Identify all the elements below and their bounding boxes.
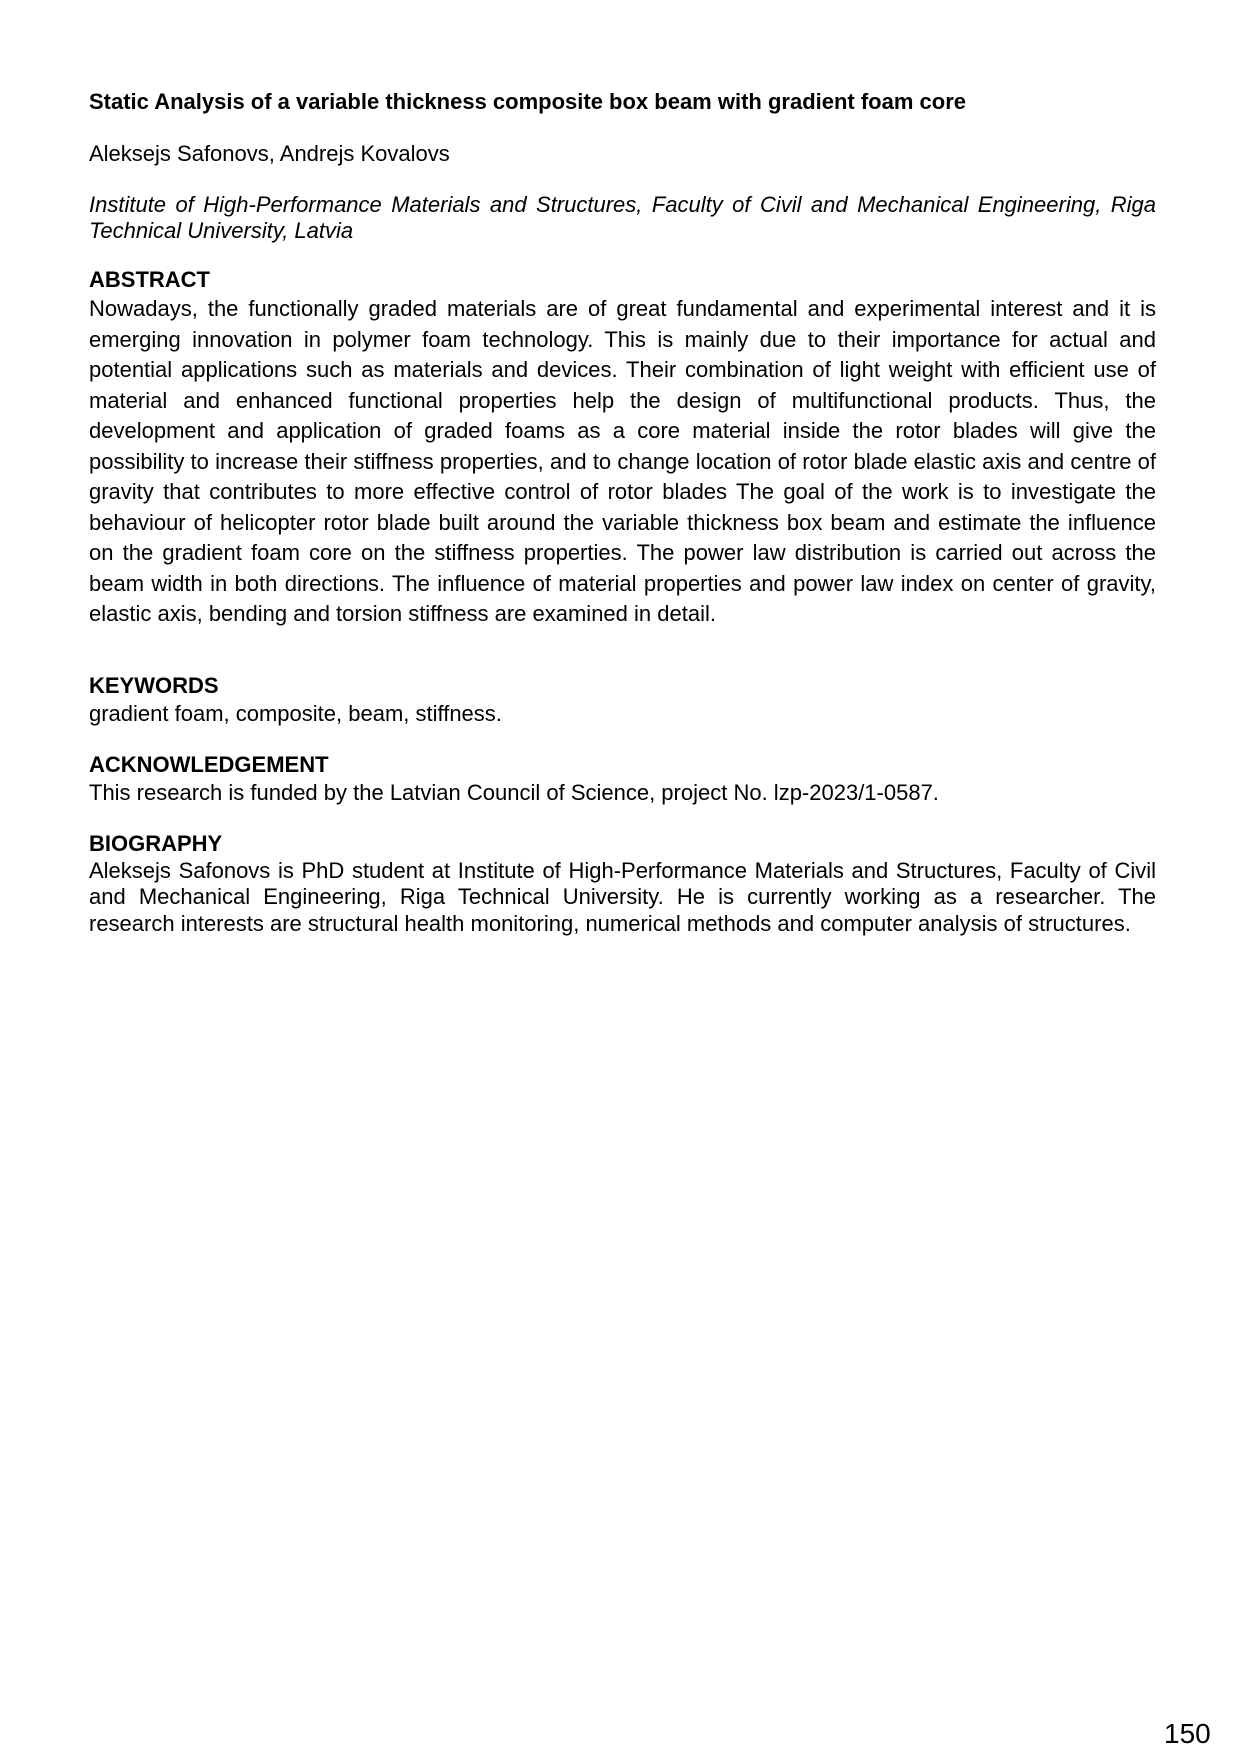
paper-page <box>89 88 1156 937</box>
abstract-section <box>89 266 1156 630</box>
page-number: 150 <box>1164 1718 1211 1749</box>
biography-text: Aleksejs Safonovs is PhD student at Institute of High-Performance Materials and Structures, Faculty of Civil and Mechanical Engineering, Riga Technical University. He is currently working as a researcher. The research interests are structural health monitoring, numerical methods and computer analysis of structures. <box>89 857 1156 936</box>
acknowledgement-section <box>89 751 1156 806</box>
biography-section <box>89 830 1156 938</box>
keywords-section <box>89 672 1156 727</box>
keywords-heading: KEYWORDS <box>89 672 219 698</box>
paper-authors: Aleksejs Safonovs, Andrejs Kovalovs <box>89 141 450 166</box>
abstract-text: Nowadays, the functionally graded materials are of great fundamental and experimental interest and it is emerging innovation in polymer foam technology. This is mainly due to their importance for actual and potential applications such as materials and devices. Their combination of light weight with efficient use of material and enhanced functional properties help the design of multifunctional products. Thus, the development and application of graded foams as a core material inside the rotor blades will give the possibility to increase their stiffness properties, and to change location of rotor blade elastic axis and centre of gravity that contributes to more effective control of rotor blades The goal of the work is to investigate the behaviour of helicopter rotor blade built around the variable thickness box beam and estimate the influence on the gradient foam core on the stiffness properties. The power law distribution is carried out across the beam width in both directions. The influence of material properties and power law index on center of gravity, elastic axis, bending and torsion stiffness are examined in detail. <box>89 296 1156 626</box>
keywords-text: gradient foam, composite, beam, stiffness. <box>89 700 502 726</box>
abstract-heading: ABSTRACT <box>89 267 210 292</box>
acknowledgement-text: This research is funded by the Latvian Council of Science, project No. lzp-2023/1-0587. <box>89 779 939 805</box>
paper-affiliation: Institute of High-Performance Materials and Structures, Faculty of Civil and Mechanical Engineering, Riga Technical University, Latvia <box>89 192 1156 243</box>
biography-heading: BIOGRAPHY <box>89 830 223 856</box>
paper-title: Static Analysis of a variable thickness composite box beam with gradient foam core <box>89 89 967 114</box>
acknowledgement-heading: ACKNOWLEDGEMENT <box>89 751 329 777</box>
